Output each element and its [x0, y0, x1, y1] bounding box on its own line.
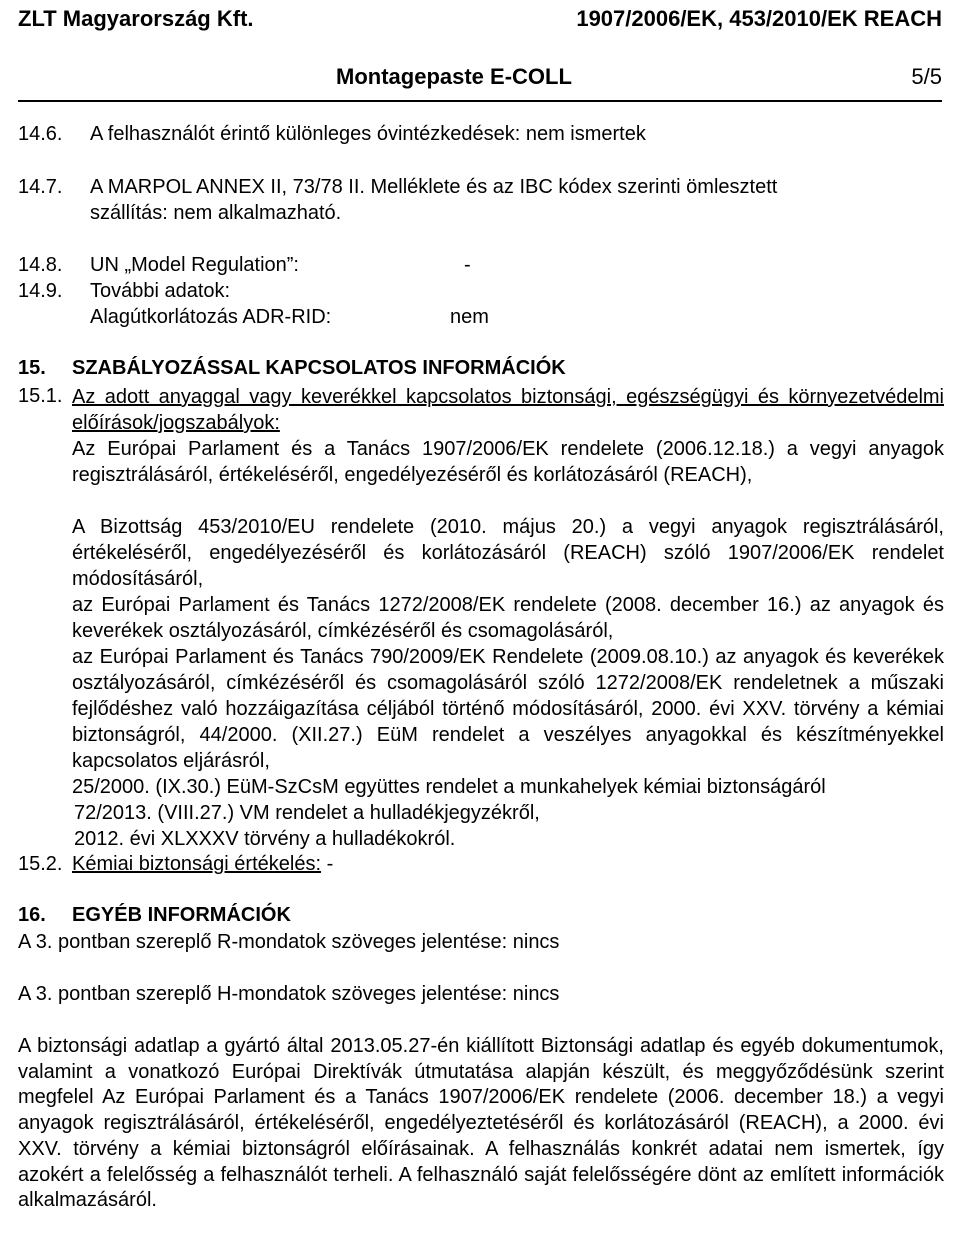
- section-14-9-label: További adatok:: [90, 280, 231, 302]
- disclaimer-paragraph: A biztonsági adatlap a gyártó által 2013.05.27-én kiállított Biztonsági adatlap és egyéb dokumentumok, valamint a vonatkozó Európai Direktívák útmutatása alapján készült, és meggyőződésünk szerint megfelel Az Európai Parlament és a Tanács 1907/2006/EK rendelete (2006. december 18.) a vegyi anyagok regisztrálásáról, értékeléséről, engedélyeztetéséről és korlátozásáról (REACH), a 2000. évi XXV. törvény a kémiai biztonságról előírásainak. A felhasználás konkrét adatai nem ismertek, így azokért a felelősség a felhasználót terheli. A felhasználó saját felelősségére dönt az említett információk alkalmazásáról.: [18, 1035, 944, 1212]
- regulation-790-2009: az Európai Parlament és Tanács 790/2009/EK Rendelete (2009.08.10.) az anyagok és keverékek osztályozásáról, címkézéséről és csomagolásáról szóló 1272/2008/EK rendeletnek a műszaki fejlődéshez való hozzáigazítása céljából történő módosításáról, 2000. évi XXV. törvény a kémiai biztonságról, 44/2000. (XII.27.) EüM rendelet a veszélyes anyagokkal és készítményekkel kapcsolatos eljárásról,: [72, 646, 944, 772]
- r-phrases-text: A 3. pontban szereplő R-mondatok szöveges jelentése: nincs: [18, 931, 560, 953]
- section-15-2-line: [72, 852, 333, 876]
- section-15-2-label: Kémiai biztonsági értékelés:: [72, 853, 322, 875]
- section-16-title: EGYÉB INFORMÁCIÓK: [72, 904, 291, 926]
- section-14-8-label: UN „Model Regulation”:: [90, 254, 299, 276]
- section-15-title: SZABÁLYOZÁSSAL KAPCSOLATOS INFORMÁCIÓK: [72, 357, 566, 379]
- page-header: [18, 0, 942, 102]
- regulation-1272-2008: az Európai Parlament és Tanács 1272/2008/EK rendelete (2008. december 16.) az anyagok és keverékek osztályozásáról, címkézéséről és csomagolásáról,: [72, 594, 944, 642]
- section-14-7-line1: A MARPOL ANNEX II, 73/78 II. Melléklete és az IBC kódex szerinti ömlesztett: [90, 176, 778, 198]
- law-2012: 2012. évi XLXXXV törvény a hulladékokról.: [74, 828, 456, 850]
- page-number: 5/5: [911, 64, 942, 89]
- regulation-reference: 1907/2006/EK, 453/2010/EK REACH: [576, 6, 942, 31]
- product-name: Montagepaste E-COLL: [336, 64, 572, 89]
- regulation-72-2013: 72/2013. (VIII.27.) VM rendelet a hulladékjegyzékről,: [74, 802, 540, 824]
- regulation-reach: Az Európai Parlament és a Tanács 1907/2006/EK rendelete (2006.12.18.) a vegyi anyagok regisztrálásáról, értékeléséről, engedélyezéséről és korlátozásáról (REACH),: [72, 438, 944, 486]
- section-15-2-value: -: [326, 853, 334, 875]
- section-14-7-number: 14.7.: [18, 176, 63, 198]
- section-15-2-number: 15.2.: [18, 853, 63, 875]
- section-14-6-text: A felhasználót érintő különleges óvintézkedések: nem ismertek: [90, 123, 646, 145]
- section-15-number: 15.: [18, 357, 46, 379]
- section-14-8-value: -: [464, 254, 471, 276]
- section-14-8-number: 14.8.: [18, 254, 63, 276]
- section-14-7-line2: szállítás: nem alkalmazható.: [90, 202, 342, 224]
- regulation-25-2000: 25/2000. (IX.30.) EüM-SzCsM együttes rendelet a munkahelyek kémiai biztonságáról: [72, 776, 826, 798]
- section-15-1-heading: Az adott anyaggal vagy keverékkel kapcsolatos biztonsági, egészségügyi és környezetvédelmi előírások/jogszabályok:: [72, 386, 944, 434]
- regulation-453-2010: A Bizottság 453/2010/EU rendelete (2010. május 20.) a vegyi anyagok regisztrálásáról, értékeléséről, engedélyezéséről és korlátozásáról (REACH) szóló 1907/2006/EK rendelet módosításáról,: [72, 516, 944, 590]
- section-14-9-subvalue: nem: [450, 306, 489, 328]
- h-phrases-text: A 3. pontban szereplő H-mondatok szöveges jelentése: nincs: [18, 983, 560, 1005]
- section-14-9-sublabel: Alagútkorlátozás ADR-RID:: [90, 306, 332, 328]
- company-name: ZLT Magyarország Kft.: [18, 6, 254, 31]
- section-15-1-number: 15.1.: [18, 385, 63, 407]
- section-14-9-number: 14.9.: [18, 280, 63, 302]
- section-14-6-number: 14.6.: [18, 123, 63, 145]
- section-16-number: 16.: [18, 904, 46, 926]
